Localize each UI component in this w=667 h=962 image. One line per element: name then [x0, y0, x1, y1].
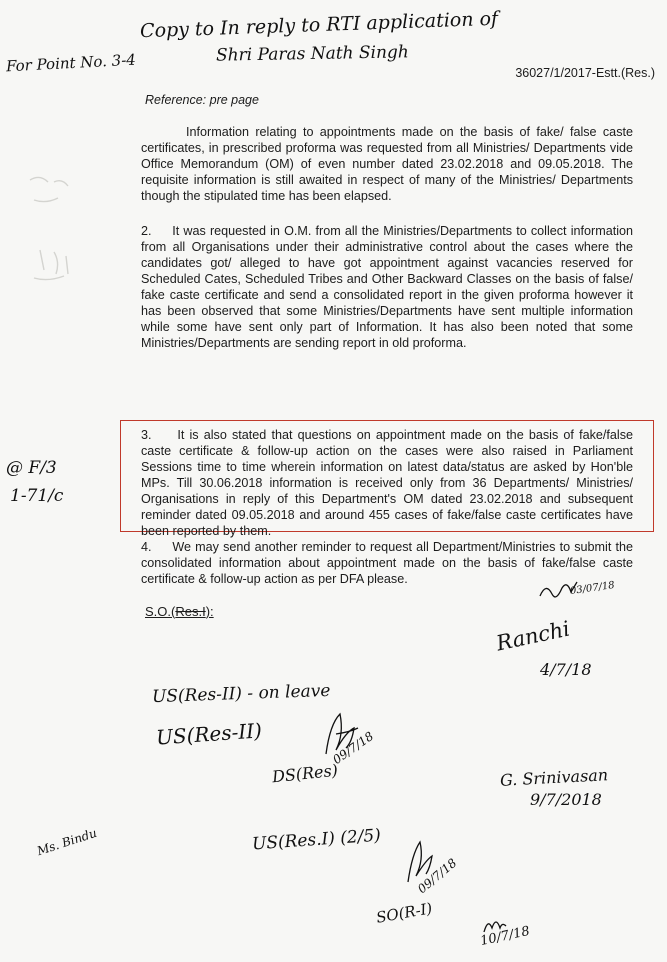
- signature-2-name: Ranchi: [494, 616, 572, 656]
- signature-3-date: 09/7/18: [330, 728, 377, 768]
- signature-4-date: 9/7/2018: [530, 790, 602, 809]
- so-struck-text: Res.I: [175, 604, 206, 619]
- handwritten-point-number: For Point No. 3-4: [5, 50, 137, 76]
- signature-4-name: G. Srinivasan: [499, 765, 609, 790]
- signature-5-date: 09/7/18: [414, 855, 460, 897]
- handwritten-us-res-note: US(Res.I) (2/5): [251, 825, 382, 855]
- signature-6-date: 10/7/18: [478, 923, 532, 950]
- margin-show-through: [20, 160, 110, 360]
- signature-1-date: 03/07/18: [569, 579, 616, 598]
- paragraph-2: 2. It was requested in O.M. from all the Ministries/Departments to collect information from all Organisations under their administrative control about the cases where the candidates got/ alleged to have got appointment against vacancies reserved for Scheduled Cates, Scheduled Tribes and Other Backward Classes on the basis of false/ fake caste certificate and send a consolidated report in the given proforma however it has been observed that some Ministries/Departments have sent multiple information while some have sent only part of Information. It has also been noted that some Ministries/Departments are sending report in old proforma.: [141, 224, 633, 350]
- handwritten-ds-note: DS(Res): [271, 760, 339, 787]
- handwritten-us-note: US(Res-II): [155, 718, 263, 750]
- handwritten-so-note: SO(R-I): [374, 899, 434, 927]
- handwritten-margin-note-1: @ F/3: [6, 458, 57, 478]
- file-reference-number: 36027/1/2017-Estt.(Res.): [515, 66, 655, 80]
- handwritten-ms-note: Ms. Bindu: [35, 825, 99, 859]
- signature-2-date: 4/7/18: [540, 660, 592, 679]
- paragraph-3: 3. It is also stated that questions on appointment made on the basis of fake/false caste certificate & follow-up action on the cases were also raised in Parliament Sessions time to time wherein information on latest data/status are asked by Hon'ble MPs. Till 30.06.2018 information is received only from 36 Departments/ Ministries/ Organisations in reply of this Department's OM dated 23.02.2018 and subsequent reminder dated 09.05.2018 and around 455 cases of fake/false caste certificates have been reported by them.: [141, 428, 633, 538]
- handwritten-margin-note-2: 1-71/c: [10, 486, 64, 506]
- reference-line: Reference: pre page: [145, 93, 259, 107]
- so-label: S.O.(Res.I):: [145, 604, 214, 619]
- handwritten-us-on-leave: US(Res-II) - on leave: [151, 680, 331, 708]
- paragraph-4: 4. We may send another reminder to request all Department/Ministries to submit the consolidated information about appointment made on the basis of fake/false caste certificate & follow-up action as per DFA please.: [141, 540, 633, 586]
- handwritten-rti-note: Copy to In reply to RTI application of: [139, 7, 499, 43]
- paragraph-intro: Information relating to appointments made on the basis of fake/ false caste certificates, in prescribed proforma was requested from all Ministries/ Departments vide Office Memorandum (OM) of even number dated 23.02.2018 and 09.05.2018. The requisite information is still awaited in respect of many of the Ministries/ Departments though the stipulated time has been elapsed.: [141, 125, 633, 203]
- handwritten-applicant-name: Shri Paras Nath Singh: [215, 42, 409, 66]
